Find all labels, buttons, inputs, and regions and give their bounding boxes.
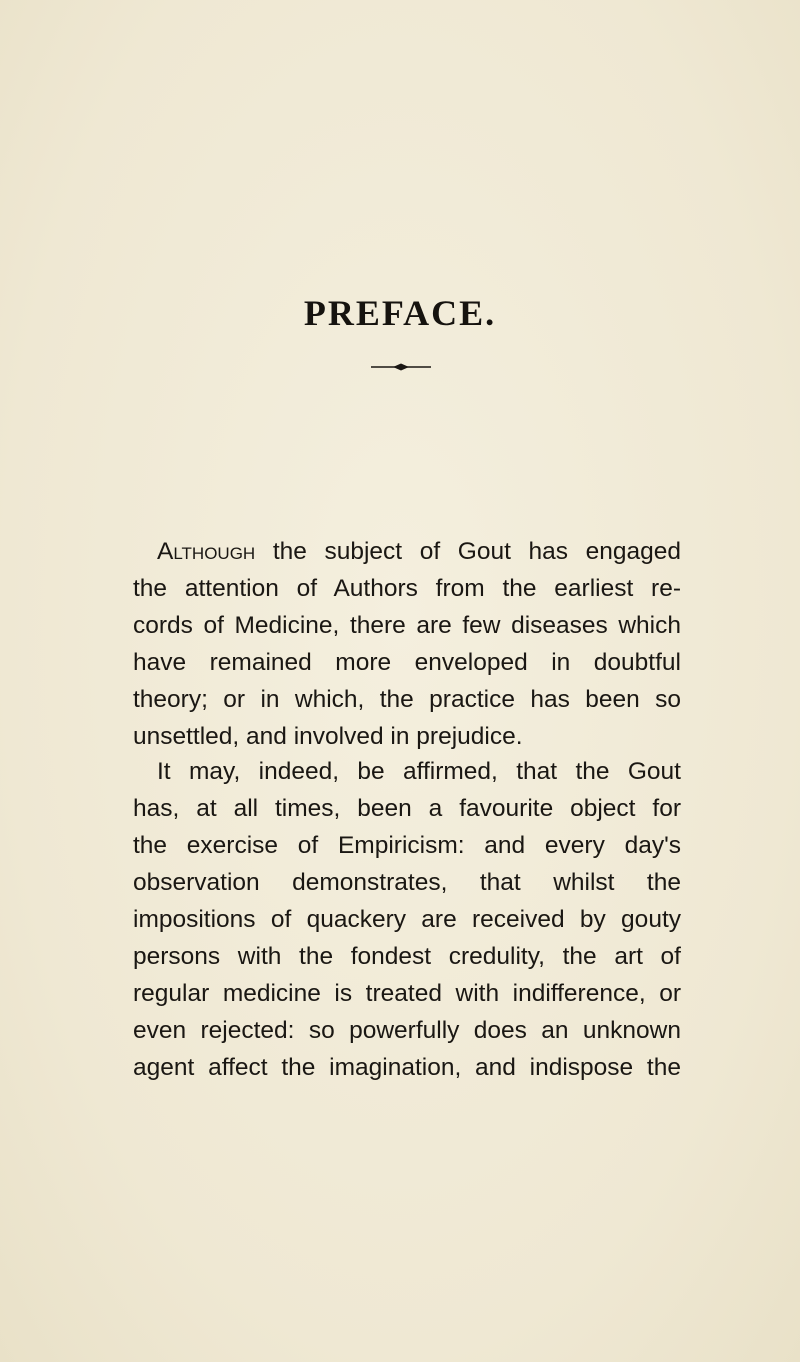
paragraph-2-line-9: agent affect the imagination, and indispose the xyxy=(133,1054,681,1081)
paragraph-2-line-3: the exercise of Empiricism: and every day's xyxy=(133,832,681,859)
paragraph-2 xyxy=(133,753,681,1086)
paragraph-1-line-2: the attention of Authors from the earliest re- xyxy=(133,575,681,602)
paragraph-2-line-4: observation demonstrates, that whilst the xyxy=(133,869,681,896)
paragraph-1-line-4: have remained more enveloped in doubtful xyxy=(133,649,681,676)
paragraph-1 xyxy=(133,533,681,755)
paragraph-2-line-2: has, at all times, been a favourite object for xyxy=(133,795,681,822)
paragraph-1-line-5: theory; or in which, the practice has been so xyxy=(133,686,681,713)
paragraph-1-line-6: unsettled, and involved in prejudice. xyxy=(133,723,523,750)
paragraph-2-line-5: impositions of quackery are received by gouty xyxy=(133,906,681,933)
paragraph-2-line-1: It may, indeed, be affirmed, that the Gout xyxy=(157,758,681,785)
ornamental-rule-icon xyxy=(371,360,431,374)
paragraph-1-line-1: Although the subject of Gout has engaged xyxy=(157,538,681,565)
paragraph-2-line-7: regular medicine is treated with indifference, or xyxy=(133,980,681,1007)
paragraph-1-line-3: cords of Medicine, there are few diseases which xyxy=(133,612,681,639)
paragraph-2-line-6: persons with the fondest credulity, the art of xyxy=(133,943,681,970)
paragraph-2-line-8: even rejected: so powerfully does an unknown xyxy=(133,1017,681,1044)
page-title: PREFACE. xyxy=(303,293,497,333)
drop-lead-word: Although xyxy=(157,538,256,565)
